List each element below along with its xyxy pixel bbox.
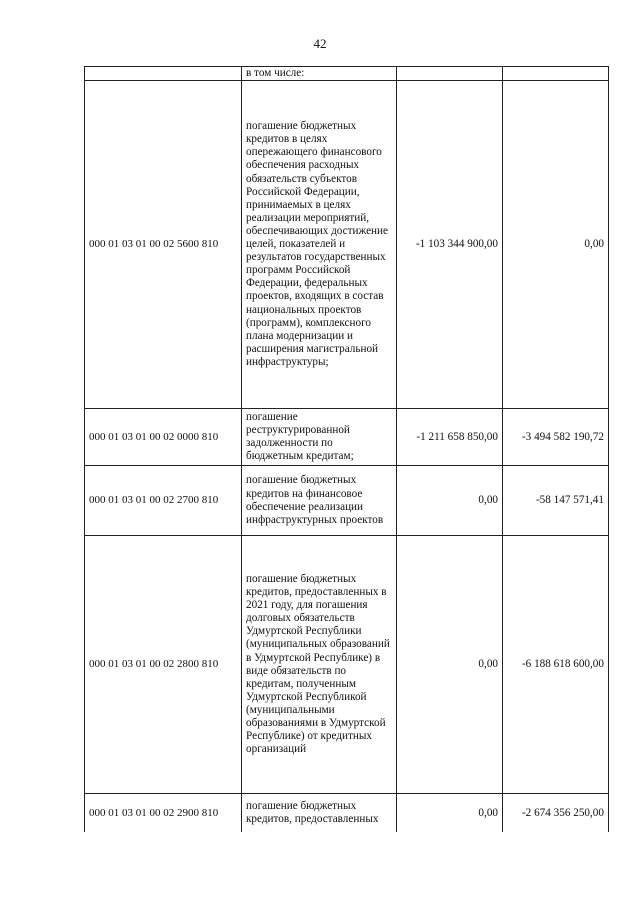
row-value-2: 0,00	[503, 81, 609, 409]
table-row	[85, 536, 609, 794]
row-description: погашение бюджетных кредитов, предоставленных	[242, 794, 397, 833]
row-code: 000 01 03 01 00 02 2900 810	[85, 794, 242, 833]
table-row	[85, 81, 609, 409]
row-code: 000 01 03 01 00 02 5600 810	[85, 81, 242, 409]
row-value-1: 0,00	[397, 794, 503, 833]
row-code: 000 01 03 01 00 02 2800 810	[85, 536, 242, 794]
row-description: погашение бюджетных кредитов на финансовое обеспечение реализации инфраструктурных проектов	[242, 466, 397, 536]
row-description: погашение реструктурированной задолженности по бюджетным кредитам;	[242, 409, 397, 466]
table-row	[85, 794, 609, 833]
row-value-1: -1 211 658 850,00	[397, 409, 503, 466]
row-value-2: -58 147 571,41	[503, 466, 609, 536]
table-row	[85, 466, 609, 536]
row-value-1: 0,00	[397, 466, 503, 536]
row-value-2	[503, 67, 609, 81]
row-value-1: -1 103 344 900,00	[397, 81, 503, 409]
row-value-2: -2 674 356 250,00	[503, 794, 609, 833]
row-value-2: -6 188 618 600,00	[503, 536, 609, 794]
table-row	[85, 67, 609, 81]
table-row	[85, 409, 609, 466]
row-description: в том числе:	[242, 67, 397, 81]
row-code: 000 01 03 01 00 02 2700 810	[85, 466, 242, 536]
budget-table	[84, 66, 609, 832]
row-value-2: -3 494 582 190,72	[503, 409, 609, 466]
row-description: погашение бюджетных кредитов, предоставленных в 2021 году, для погашения долговых обязательств Удмуртской Республики (муниципальных образований в Удмуртской Республике) в виде обязательств по кредитам, полученным Удмуртской Республикой (муниципальными образованиями в Удмуртской Республике) от кредитных организаций	[242, 536, 397, 794]
row-code: 000 01 03 01 00 02 0000 810	[85, 409, 242, 466]
row-value-1	[397, 67, 503, 81]
row-value-1: 0,00	[397, 536, 503, 794]
page-number: 42	[313, 36, 327, 51]
row-description: погашение бюджетных кредитов в целях опережающего финансового обеспечения расходных обязательств субъектов Российской Федерации, принимаемых в целях реализации мероприятий, обеспечивающих достижение целей, показателей и результатов государственных программ Российской Федерации, федеральных проектов, входящих в состав национальных проектов (программ), комплексного плана модернизации и расширения магистральной инфраструктуры;	[242, 81, 397, 409]
row-code	[85, 67, 242, 81]
